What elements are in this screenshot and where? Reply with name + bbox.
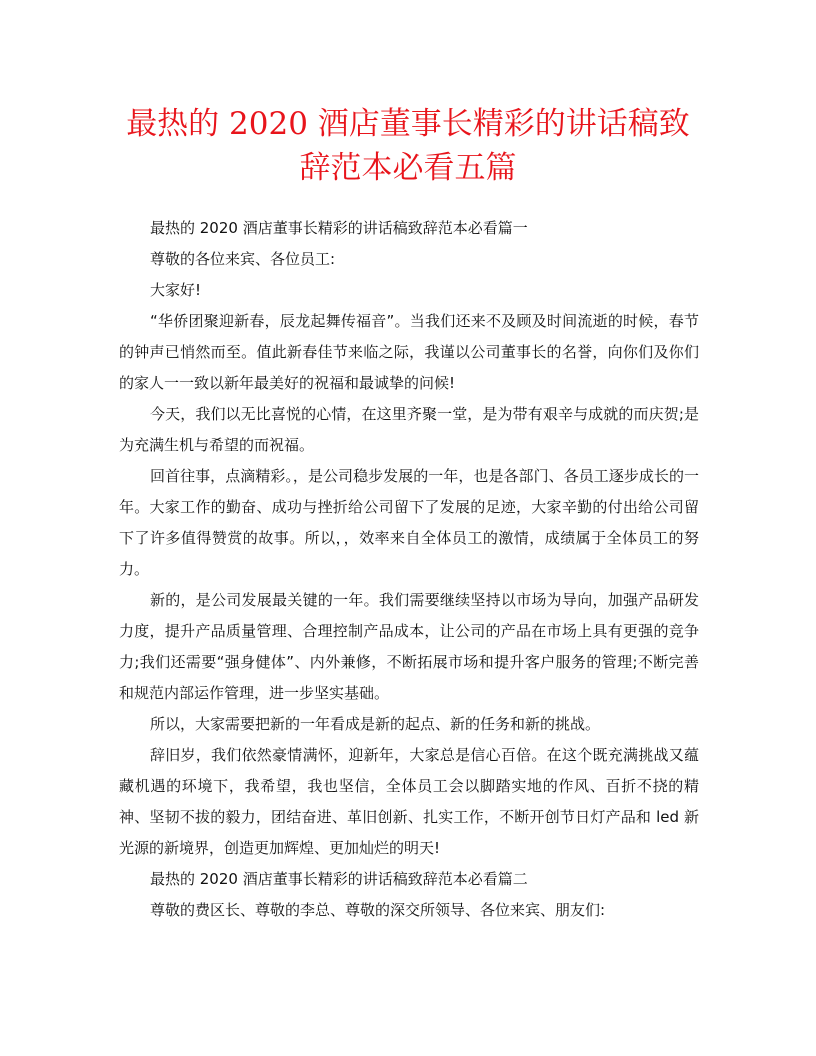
- title-line-1: 最热的 2020 酒店董事长精彩的讲话稿致: [126, 106, 690, 142]
- greeting: 大家好!: [150, 281, 202, 299]
- body-paragraph: 回首往事，点滴精彩。，是公司稳步发展的一年，也是各部门、各员工逐步成长的一年。大家工作的勤奋、成功与挫折给公司留下了发展的足迹，大家辛勤的付出给公司留下了许多值得赞赏的故事。所以，，效率来自全体员工的激情，成绩属于全体员工的努力。: [119, 467, 699, 578]
- salutation-1: 尊敬的各位来宾、各位员工:: [150, 250, 336, 268]
- body-paragraph: “华侨团聚迎新春，辰龙起舞传福音”。当我们还来不及顾及时间流逝的时候，春节的钟声已悄然而至。值此新春佳节来临之际，我谨以公司董事长的名誉，向你们及你们的家人一一致以新年最美好的祝福和最诚挚的问候!: [119, 312, 699, 392]
- section-heading-2: 最热的 2020 酒店董事长精彩的讲话稿致辞范本必看篇二: [150, 870, 528, 888]
- salutation-2: 尊敬的费区长、尊敬的李总、尊敬的深交所领导、各位来宾、朋友们:: [150, 901, 606, 919]
- section-heading-1: 最热的 2020 酒店董事长精彩的讲话稿致辞范本必看篇一: [150, 219, 528, 237]
- document-title: [110, 102, 706, 190]
- body-paragraph: 所以，大家需要把新的一年看成是新的起点、新的任务和新的挑战。: [150, 715, 601, 733]
- document-body: [119, 213, 699, 926]
- body-paragraph: 辞旧岁，我们依然豪情满怀，迎新年，大家总是信心百倍。在这个既充满挑战又蕴藏机遇的环境下，我希望，我也坚信，全体员工会以脚踏实地的作风、百折不挠的精神、坚韧不拔的毅力，团结奋进、革旧创新、扎实工作，不断开创节日灯产品和 led 新光源的新境界，创造更加辉煌、更加灿烂的明天!: [119, 746, 699, 857]
- title-line-2: 辞范本必看五篇: [299, 150, 517, 186]
- body-paragraph: 新的，是公司发展最关键的一年。我们需要继续坚持以市场为导向，加强产品研发力度，提升产品质量管理、合理控制产品成本，让公司的产品在市场上具有更强的竞争力;我们还需要“强身健体”、内外兼修，不断拓展市场和提升客户服务的管理;不断完善和规范内部运作管理，进一步坚实基础。: [119, 591, 699, 702]
- body-paragraph: 今天，我们以无比喜悦的心情，在这里齐聚一堂，是为带有艰辛与成就的而庆贺;是为充满生机与希望的而祝福。: [119, 405, 699, 454]
